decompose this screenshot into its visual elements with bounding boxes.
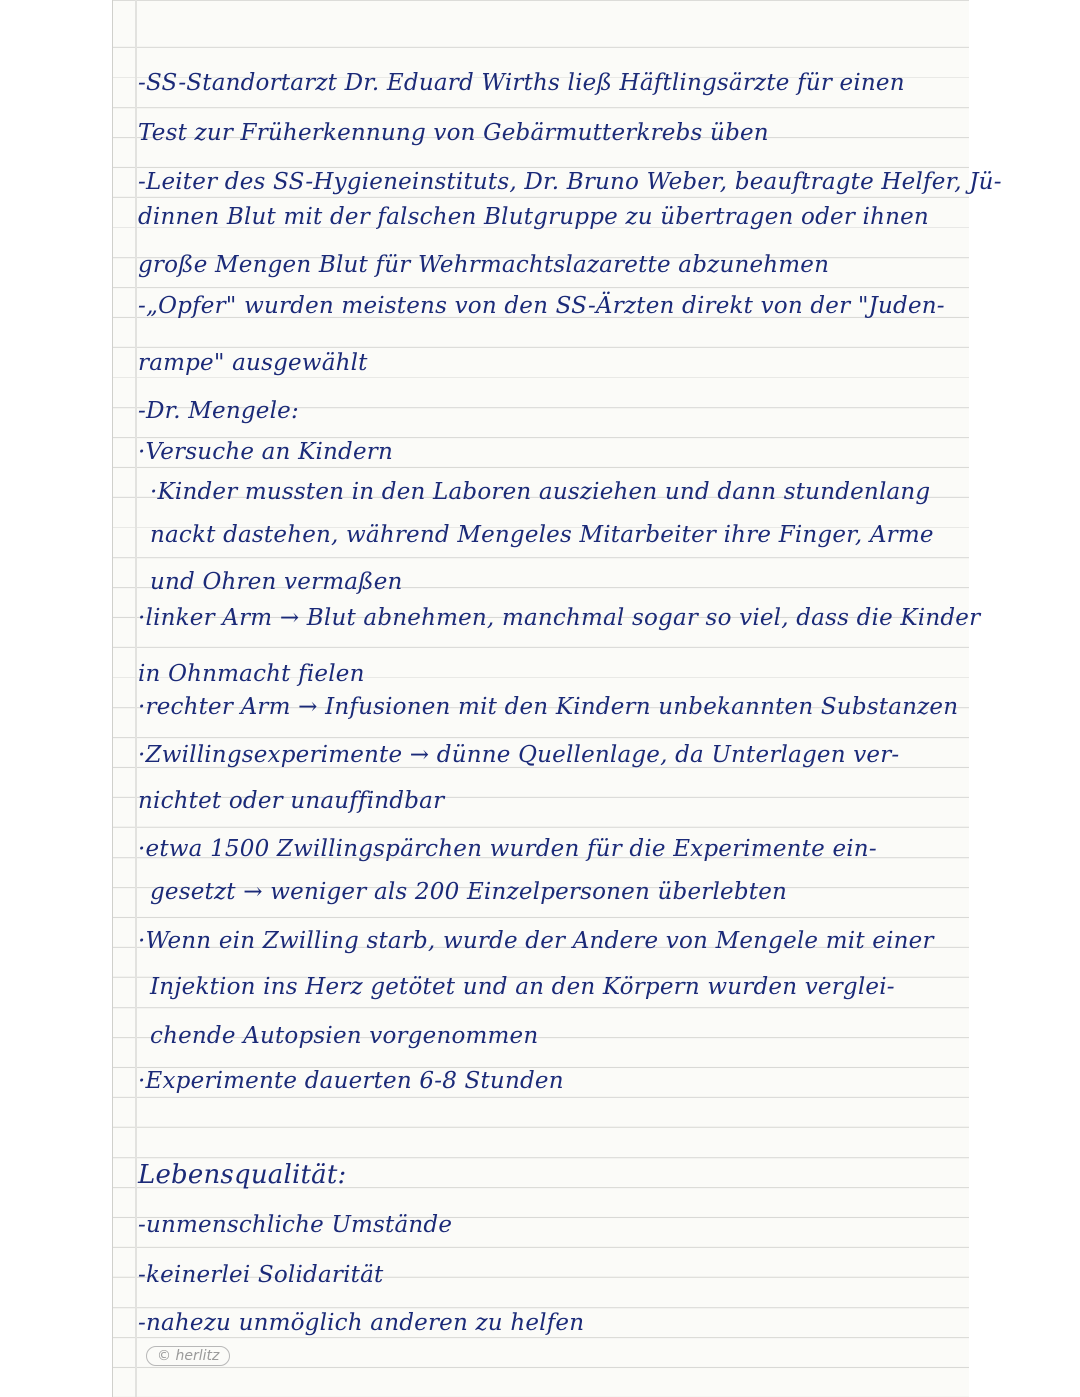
text-line: -„Opfer" wurden meistens von den SS-Ärzten direkt von der "Juden-	[138, 293, 945, 319]
text-line: -Leiter des SS-Hygieneinstituts, Dr. Bruno Weber, beauftragte Helfer, Jü-	[138, 169, 1002, 195]
text-line: nichtet oder unauffindbar	[138, 788, 445, 814]
text-line: rampe" ausgewählt	[138, 350, 368, 376]
text-line: ·Experimente dauerten 6-8 Stunden	[138, 1068, 564, 1094]
margin-line	[135, 0, 137, 1397]
text-line: ·linker Arm → Blut abnehmen, manchmal sogar so viel, dass die Kinder	[138, 605, 981, 631]
text-line: ·Versuche an Kindern	[138, 439, 393, 465]
text-line: und Ohren vermaßen	[150, 569, 403, 595]
text-line: ·Kinder mussten in den Laboren ausziehen und dann stundenlang	[150, 479, 931, 505]
text-line: nackt dastehen, während Mengeles Mitarbeiter ihre Finger, Arme	[150, 522, 934, 548]
text-line: -Dr. Mengele:	[138, 398, 299, 424]
text-line: ·rechter Arm → Infusionen mit den Kindern unbekannten Substanzen	[138, 694, 959, 720]
text-line: Test zur Früherkennung von Gebärmutterkrebs üben	[138, 120, 769, 146]
text-line: dinnen Blut mit der falschen Blutgruppe zu übertragen oder ihnen	[138, 204, 929, 230]
text-line: -unmenschliche Umstände	[138, 1212, 453, 1238]
text-line: Injektion ins Herz getötet und an den Körpern wurden verglei-	[150, 974, 895, 1000]
text-line: ·Wenn ein Zwilling starb, wurde der Andere von Mengele mit einer	[138, 928, 934, 954]
section-heading: Lebensqualität:	[138, 1160, 347, 1190]
text-line: gesetzt → weniger als 200 Einzelpersonen überlebten	[150, 879, 788, 905]
text-line: große Mengen Blut für Wehrmachtslazarette abzunehmen	[138, 252, 830, 278]
text-line: in Ohnmacht fielen	[138, 661, 365, 687]
text-line: -nahezu unmöglich anderen zu helfen	[138, 1310, 585, 1336]
text-line: -keinerlei Solidarität	[138, 1262, 384, 1288]
brand-logo: © herlitz	[146, 1346, 230, 1366]
text-line: ·Zwillingsexperimente → dünne Quellenlage, da Unterlagen ver-	[138, 742, 900, 768]
text-line: ·etwa 1500 Zwillingspärchen wurden für die Experimente ein-	[138, 836, 877, 862]
text-line: -SS-Standortarzt Dr. Eduard Wirths ließ Häftlingsärzte für einen	[138, 70, 905, 96]
text-line: chende Autopsien vorgenommen	[150, 1023, 539, 1049]
brand-name: herlitz	[175, 1348, 220, 1364]
